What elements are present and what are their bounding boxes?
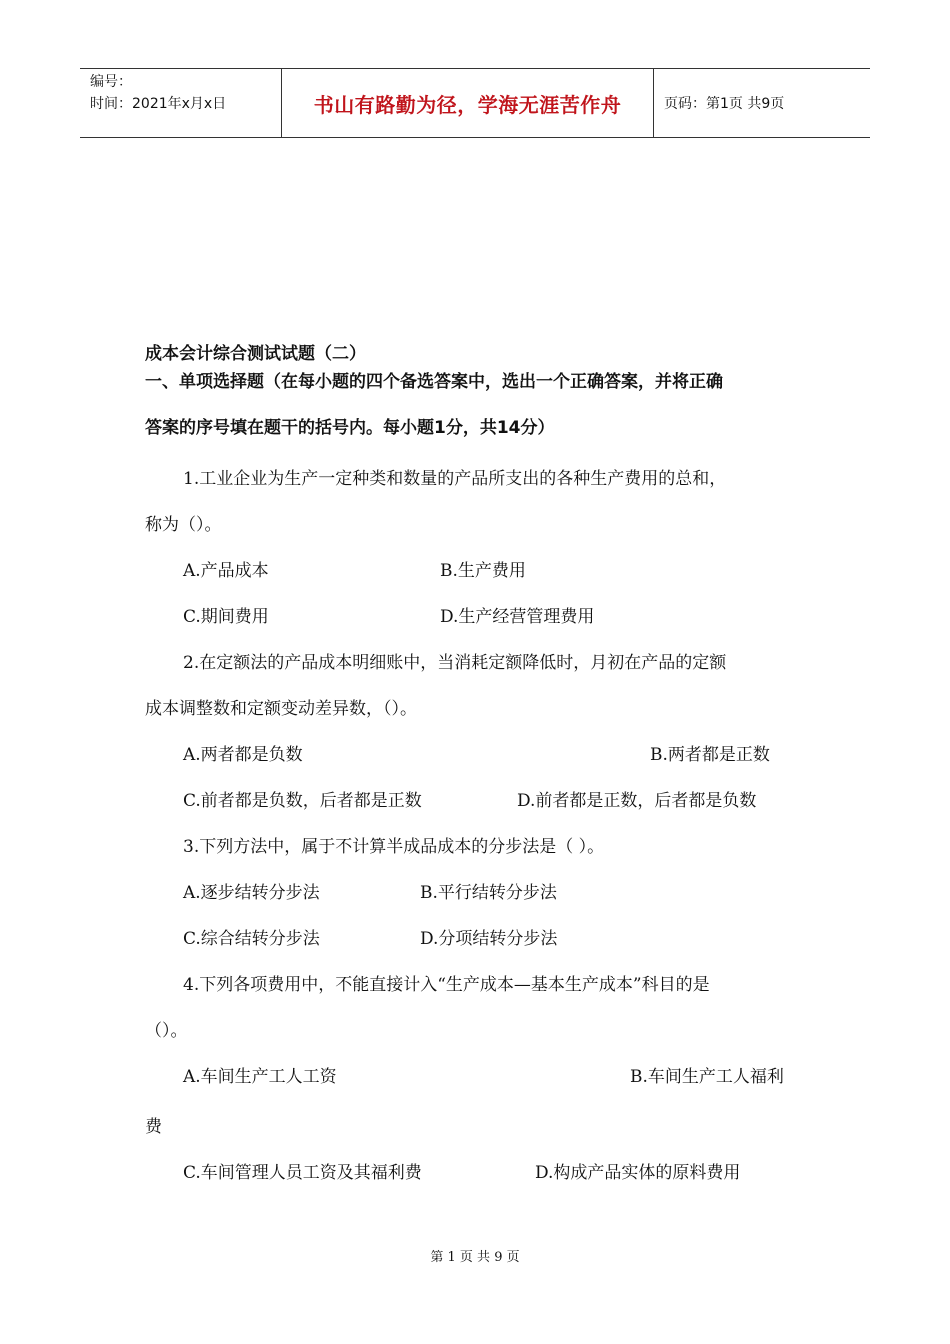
question-4-option-c: C.车间管理人员工资及其福利费 xyxy=(183,1163,422,1183)
section-heading-line2: 答案的序号填在题干的括号内。每小题1分，共14分） xyxy=(145,418,555,438)
question-3-options-ab xyxy=(145,870,805,916)
question-3-option-d: D.分项结转分步法 xyxy=(420,929,558,949)
page-footer: 第 1 页 共 9 页 xyxy=(430,1250,520,1265)
number-label: 编号： xyxy=(90,74,132,90)
motto-text: 书山有路勤为径，学海无涯苦作舟 xyxy=(313,92,622,117)
question-1-option-b: B.生产费用 xyxy=(440,561,526,581)
header-meta-cell xyxy=(80,69,282,137)
question-3-options-cd xyxy=(145,916,805,962)
question-1-option-a: A.产品成本 xyxy=(183,561,269,581)
question-1-options-ab xyxy=(145,548,805,594)
question-2-option-c: C.前者都是负数，后者都是正数 xyxy=(183,791,422,811)
question-2-options-cd xyxy=(145,778,805,824)
document-body xyxy=(145,340,805,1196)
time-label: 时间：2021年x月x日 xyxy=(90,96,227,112)
question-4-option-a: A.车间生产工人工资 xyxy=(183,1067,337,1087)
question-3-option-b: B.平行结转分步法 xyxy=(420,883,557,903)
question-2-option-b: B.两者都是正数 xyxy=(650,745,770,765)
header-motto-cell xyxy=(282,69,654,137)
question-3-option-c: C.综合结转分步法 xyxy=(183,929,320,949)
section-heading-line1: 一、单项选择题（在每小题的四个备选答案中，选出一个正确答案，并将正确 xyxy=(145,372,723,392)
question-1-stem-cont: 称为（）。 xyxy=(145,515,222,535)
header-table xyxy=(80,68,870,138)
question-2-stem: 2.在定额法的产品成本明细账中，当消耗定额降低时，月初在产品的定额 xyxy=(183,653,727,673)
question-4-options-cd xyxy=(145,1150,805,1196)
question-1-option-d: D.生产经营管理费用 xyxy=(440,607,595,627)
question-3-stem: 3.下列方法中，属于不计算半成品成本的分步法是（ ）。 xyxy=(183,837,605,857)
question-3-option-a: A.逐步结转分步法 xyxy=(183,883,320,903)
question-2-options-ab xyxy=(145,732,805,778)
question-4-stem-cont: （）。 xyxy=(145,1021,188,1041)
question-2-option-a: A.两者都是负数 xyxy=(183,745,303,765)
question-1-stem: 1.工业企业为生产一定种类和数量的产品所支出的各种生产费用的总和， xyxy=(183,469,727,489)
document-title: 成本会计综合测试试题（二） xyxy=(145,344,366,364)
page-info: 页码：第1页 共9页 xyxy=(664,96,785,112)
question-2-stem-cont: 成本调整数和定额变动差异数，（）。 xyxy=(145,699,417,719)
question-1-option-c: C.期间费用 xyxy=(183,607,269,627)
question-1-options-cd xyxy=(145,594,805,640)
question-2-option-d: D.前者都是正数，后者都是负数 xyxy=(517,791,757,811)
header-page-cell xyxy=(654,69,870,137)
question-4-option-b-cont: 费 xyxy=(145,1117,162,1137)
question-4-options-ab xyxy=(145,1054,805,1100)
question-4-option-b: B.车间生产工人福利 xyxy=(630,1067,784,1087)
question-4-option-d: D.构成产品实体的原料费用 xyxy=(535,1163,741,1183)
question-4-stem: 4.下列各项费用中，不能直接计入“生产成本—基本生产成本”科目的是 xyxy=(183,975,710,995)
